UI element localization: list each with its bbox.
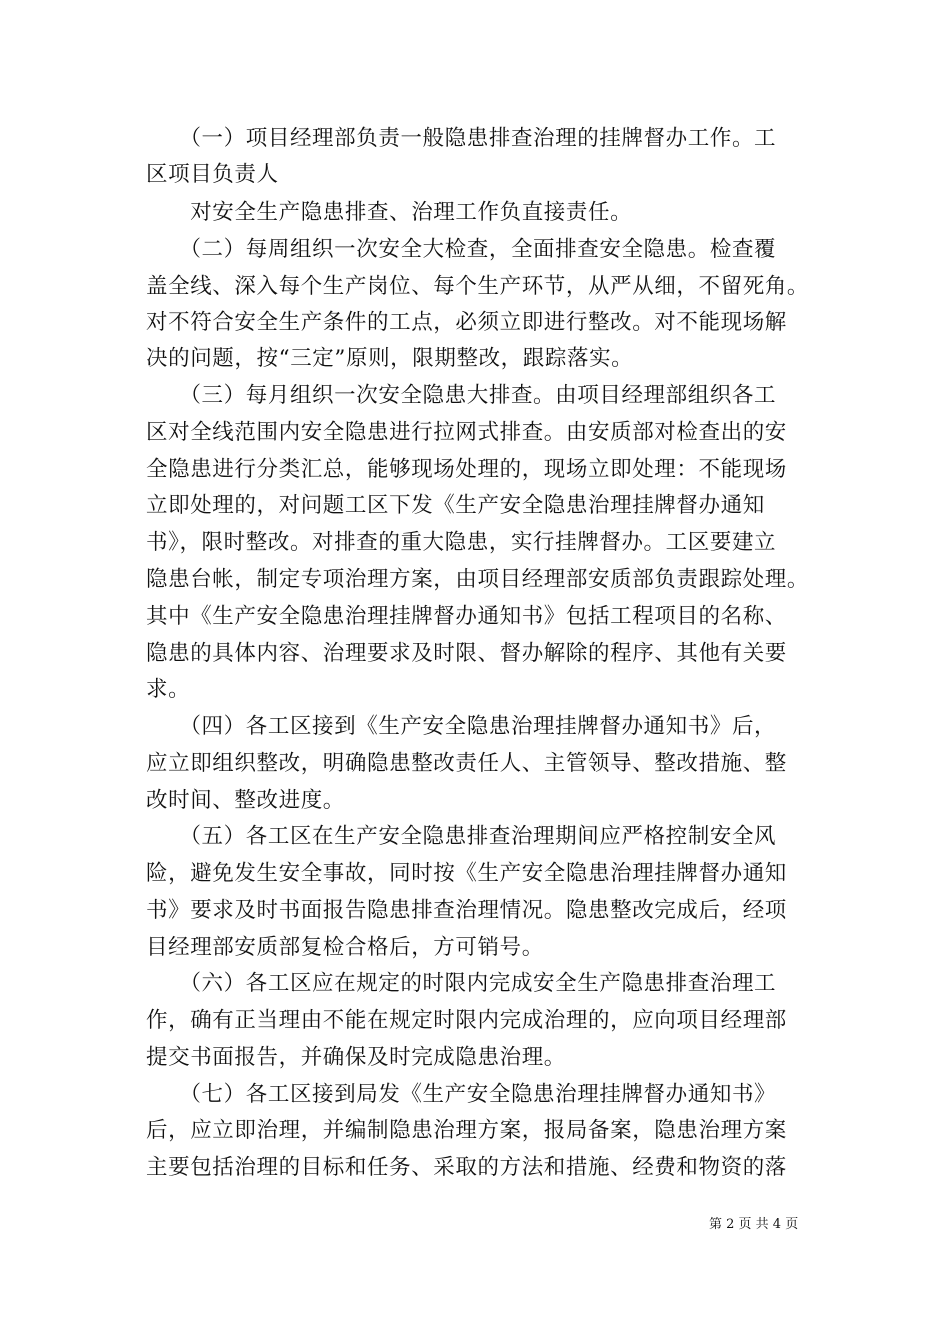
text-line: 区对全线范围内安全隐患进行拉网式排查。由安质部对检查出的安 xyxy=(146,420,787,445)
text-line: 对不符合安全生产条件的工点，必须立即进行整改。对不能现场解 xyxy=(146,310,787,335)
text-line: 区项目负责人 xyxy=(146,162,279,187)
text-line: （五）各工区在生产安全隐患排查治理期间应严格控制安全风 xyxy=(146,824,777,849)
text-line: 全隐患进行分类汇总，能够现场处理的，现场立即处理：不能现场 xyxy=(146,457,787,482)
text-line: 对安全生产隐患排查、治理工作负直接责任。 xyxy=(146,200,633,225)
text-line: 隐患的具体内容、治理要求及时限、督办解除的程序、其他有关要 xyxy=(146,641,787,666)
text-line: 求。 xyxy=(146,677,191,702)
text-line: 险，避免发生安全事故，同时按《生产安全隐患治理挂牌督办通知 xyxy=(146,861,787,886)
text-line: 改时间、整改进度。 xyxy=(146,788,345,813)
text-line: 立即处理的，对问题工区下发《生产安全隐患治理挂牌督办通知 xyxy=(146,493,765,518)
text-line: 书》，限时整改。对排查的重大隐患，实行挂牌督办。工区要建立 xyxy=(146,530,777,555)
text-line: 决的问题，按“三定”原则，限期整改，跟踪落实。 xyxy=(146,346,634,371)
text-line: 作，确有正当理由不能在规定时限内完成治理的，应向项目经理部 xyxy=(146,1008,787,1033)
text-line: 主要包括治理的目标和任务、采取的方法和措施、经费和物资的落 xyxy=(146,1155,787,1180)
text-line: 目经理部安质部复检合格后，方可销号。 xyxy=(146,935,544,960)
text-line: 其中《生产安全隐患治理挂牌督办通知书》包括工程项目的名称、 xyxy=(146,604,787,629)
text-line: （一）项目经理部负责一般隐患排查治理的挂牌督办工作。工 xyxy=(146,126,777,151)
text-line: （七）各工区接到局发《生产安全隐患治理挂牌督办通知书》 xyxy=(146,1082,777,1107)
text-line: 书》要求及时书面报告隐患排查治理情况。隐患整改完成后，经项 xyxy=(146,898,787,923)
text-line: 盖全线、深入每个生产岗位、每个生产环节，从严从细，不留死角。 xyxy=(146,274,810,299)
page-number: 第 2 页 共 4 页 xyxy=(709,1217,799,1232)
text-line: 后，应立即治理，并编制隐患治理方案，报局备案，隐患治理方案 xyxy=(146,1118,787,1143)
text-line: （二）每周组织一次安全大检查，全面排查安全隐患。检查覆 xyxy=(146,237,777,262)
text-line: 提交书面报告，并确保及时完成隐患治理。 xyxy=(146,1045,566,1070)
text-line: （三）每月组织一次安全隐患大排查。由项目经理部组织各工 xyxy=(146,383,777,408)
text-line: 隐患台帐，制定专项治理方案，由项目经理部安质部负责跟踪处理。 xyxy=(146,567,810,592)
text-line: （四）各工区接到《生产安全隐患治理挂牌督办通知书》后， xyxy=(146,714,777,739)
text-line: （六）各工区应在规定的时限内完成安全生产隐患排查治理工 xyxy=(146,971,777,996)
text-line: 应立即组织整改，明确隐患整改责任人、主管领导、整改措施、整 xyxy=(146,751,787,776)
